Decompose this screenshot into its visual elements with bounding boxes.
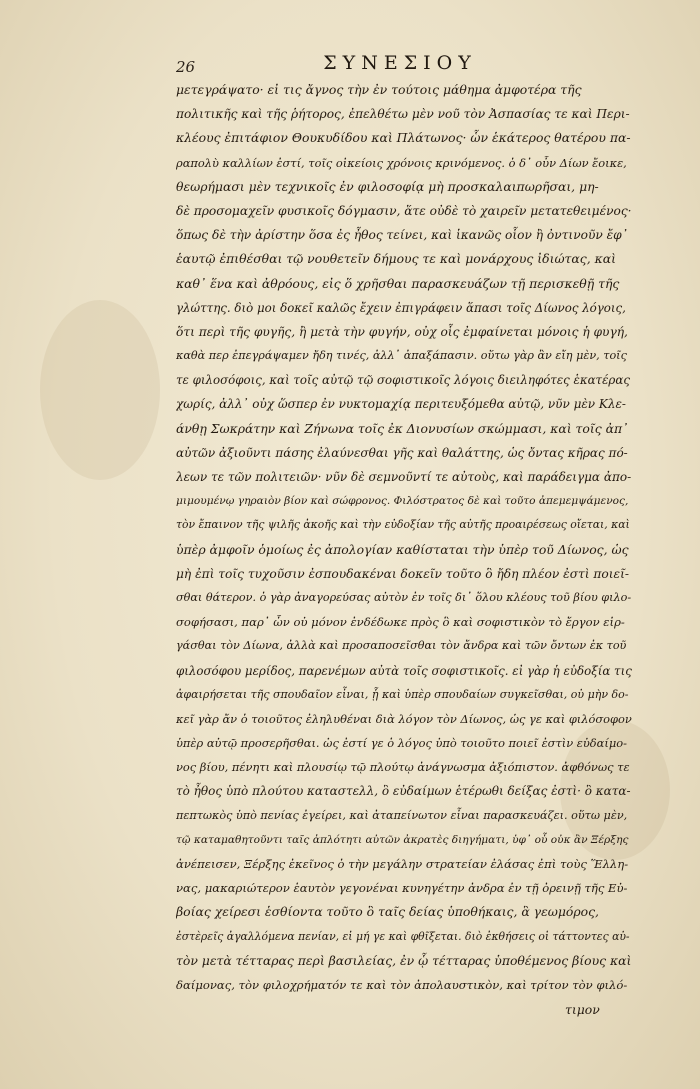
text-line: φιλοσόφου μερίδος, παρενέμων αὐτὰ τοῖς σοφιστικοῖς. εἰ γὰρ ἡ εὐδοξία τις (176, 663, 632, 678)
text-line: λεων τε τῶν πολιτειῶν· νῦν δὲ σεμνοῦντί τε αὐτοὺς, καὶ παράδειγμα ἀπο- (176, 470, 632, 484)
text-line: σθαι θάτερον. ὁ γὰρ ἀναγορεύσας αὐτὸν ἐν τοῖς δι᾿ ὅλου κλέους τοῦ βίου φιλο- (176, 590, 632, 604)
text-line: θεωρήμασι μὲν τεχνικοῖς ἐν φιλοσοφίᾳ μὴ προσκαλαιπωρῆσαι, μη- (176, 178, 599, 194)
text-line: ἀφαιρήσεται τῆς σπουδαῖον εἶναι, ᾗ καὶ ὑπὲρ σπουδαίων συγκεῖσθαι, οὐ μὴν δο- (176, 687, 629, 701)
text-line: μὴ ἐπὶ τοῖς τυχοῦσιν ἐσπουδακέναι δοκεῖν τοῦτο ὃ ἤδη πλέον ἐστὶ ποιεῖ- (176, 566, 629, 581)
text-line: δὲ προσομαχεῖν φυσικοῖς δόγμασιν, ἅτε οὐδὲ τὸ χαιρεῖν μετατεθειμένος· (176, 203, 632, 218)
text-line: ὅτι περὶ τῆς φυγῆς, ἢ μετὰ τὴν φυγήν, οὐχ οἷς ἐμφαίνεται μόνοις ἡ φυγή, (176, 324, 628, 339)
text-line: νας, μακαριώτερον ἑαυτὸν γεγονέναι κυνηγέτην ἀνδρα ἐν τῇ ὀρεινῇ τῆς Εὐ- (176, 881, 628, 896)
text-block (176, 78, 632, 997)
text-line: τὸν μετὰ τέτταρας περὶ βασιλείας, ἐν ᾧ τέτταρας ὑποθέμενος βίους καὶ (176, 952, 632, 968)
text-line: μιμουμένῳ γηραιὸν βίον καὶ σώφρονος. Φιλόστρατος δὲ καὶ τοῦτο ἀπεμεμψάμενος, (176, 495, 629, 508)
text-line: ὑπὲρ αὐτῷ προσερῆσθαι. ὡς ἐστί γε ὁ λόγος ὑπὸ τοιοῦτο ποιεῖ ἐστὶν εὐδαίμο- (176, 736, 627, 751)
text-line: πολιτικῆς καὶ τῆς ῥήτορος, ἐπελθέτω μὲν νοῦ τὸν Ἀσπασίας τε καὶ Περι- (176, 107, 630, 122)
text-line: σοφήσασι, παρ᾿ ὧν οὐ μόνον ἐνδέδωκε πρὸς ὃ καὶ σοφιστικὸν τὸ ἔργον εἰρ- (176, 615, 625, 630)
text-line: τὸν ἔπαινον τῆς ψιλῆς ἀκοῆς καὶ τὴν εὐδοξίαν τῆς αὐτῆς προαιρέσεως οἴεται, καὶ (176, 518, 630, 532)
text-line: βοίας χείρεσι ἑσθίοντα τοῦτο ὃ ταῖς δείας ὑποθήκαις, ἃ γεωμόρος, (176, 904, 599, 920)
running-head: ΣΥΝΕΣΙΟΥ (323, 52, 477, 74)
text-line: άνθῃ Σωκράτην καὶ Ζήνωνα τοῖς ἐκ Διονυσίων σκώμμασι, καὶ τοῖς ἀπ᾿ (176, 420, 629, 436)
text-line: γάσθαι τὸν Δίωνα, ἀλλὰ καὶ προσαποσεῖσθαι τὸν ἄνδρα καὶ τῶν ὄντων ἐκ τοῦ (176, 639, 627, 653)
text-line: ἀνέπεισεν, Ξέρξης ἐκεῖνος ὁ τὴν μεγάλην στρατείαν ἐλάσας ἐπὶ τοὺς Ἕλλη- (176, 857, 629, 871)
text-line: πεπτωκὸς ὑπὸ πενίας ἐγείρει, καὶ ἀταπείνωτον εἶναι παρασκευάζει. οὕτω μὲν, (176, 808, 628, 822)
catchword: τιμον (565, 1002, 600, 1017)
text-line: αὐτῶν ἀξιοῦντι πάσης ἐλαύνεσθαι γῆς καὶ θαλάττης, ὡς ὄντας κῆρας πό- (176, 445, 628, 460)
text-line: ἐστὲρεῖς ἀγαλλόμενα πενίαν, εἰ μή γε καὶ φθῖξεται. διὸ ἐκθήσεις οἱ τάττοντες αὐ- (176, 929, 630, 943)
text-line: τῷ καταμαθητοῦντι ταῖς ἁπλότητι αὐτῶν ἀκρατὲς διηγήματι, ὑφ᾿ οὗ οὐκ ἂν Ξέρξης (176, 833, 629, 846)
text-line: κεῖ γὰρ ἄν ὁ τοιοῦτος ἐληλυθέναι διὰ λόγον τὸν Δίωνος, ὡς γε καὶ φιλόσοφον (176, 711, 632, 726)
text-line: γλώττης. διὸ μοι δοκεῖ καλῶς ἔχειν ἐπιγράφειν ἅπασι τοῖς Δίωνος λόγοις, (176, 300, 626, 315)
text-line: μετεγράψατο· εἰ τις ἄγνος τὴν ἐν τούτοις μάθημα ἀμφοτέρα τῆς (176, 82, 582, 97)
text-line: τὸ ἦθος ὑπὸ πλούτου καταστελλ, ὃ εὐδαίμων ἑτέρωθι δείξας ἐστὶ· ὃ κατα- (176, 784, 631, 799)
text-line: τε φιλοσόφοις, καὶ τοῖς αὐτῷ τῷ σοφιστικοῖς λόγοις διειληφότες ἑκατέρας (176, 373, 630, 388)
text-line: καθ᾿ ἕνα καὶ ἀθρόους, εἰς ὅ χρῆσθαι παρασκευάζων τῇ περισκεθῇ τῆς (176, 275, 620, 291)
paper-stain (40, 300, 160, 480)
text-line: χωρίς, ἀλλ᾿ οὐχ ὥσπερ ἐν νυκτομαχίᾳ περιτευξόμεθα αὐτῷ, νῦν μὲν Κλε- (176, 397, 626, 412)
text-line: κλέους ἐπιτάφιον Θουκυδίδου καὶ Πλάτωνος· ὧν ἑκάτερος θατέρου πα- (176, 130, 631, 146)
text-line: καθὰ περ ἐπεγράψαμεν ἤδη τινές, ἀλλ᾿ ἀπαξάπασιν. οὕτω γὰρ ἂν εἴη μὲν, τοῖς (176, 349, 627, 363)
page-number: 26 (176, 58, 196, 76)
text-line: ραπολὺ καλλίων ἐστί, τοῖς οἰκείοις χρόνοις κρινόμενος. ὁ δ᾿ οὖν Δίων ἔοικε, (176, 155, 627, 170)
text-line: ὅπως δὲ τὴν ἀρίστην ὅσα ἐς ἦθος τείνει, καὶ ἱκανῶς οἷον ἢ ὀντινοῦν ἔφ᾿ (176, 228, 628, 243)
text-line: ὑπὲρ ἀμφοῖν ὁμοίως ἐς ἀπολογίαν καθίσταται τὴν ὑπὲρ τοῦ Δίωνος, ὡς (176, 541, 629, 557)
text-line: νος βίου, πένητι καὶ πλουσίῳ τῷ πλούτῳ ἀνάγνωσμα ἀξιόπιστον. ἀφθόνως τε (176, 760, 630, 775)
text-line: δαίμονας, τὸν φιλοχρήματόν τε καὶ τὸν ἀπολαυστικὸν, καὶ τρίτον τὸν φιλό- (176, 977, 628, 992)
text-line: ἑαυτῷ ἐπιθέσθαι τῷ νουθετεῖν δήμους τε καὶ μονάρχους ἰδιώτας, καὶ (176, 251, 616, 267)
